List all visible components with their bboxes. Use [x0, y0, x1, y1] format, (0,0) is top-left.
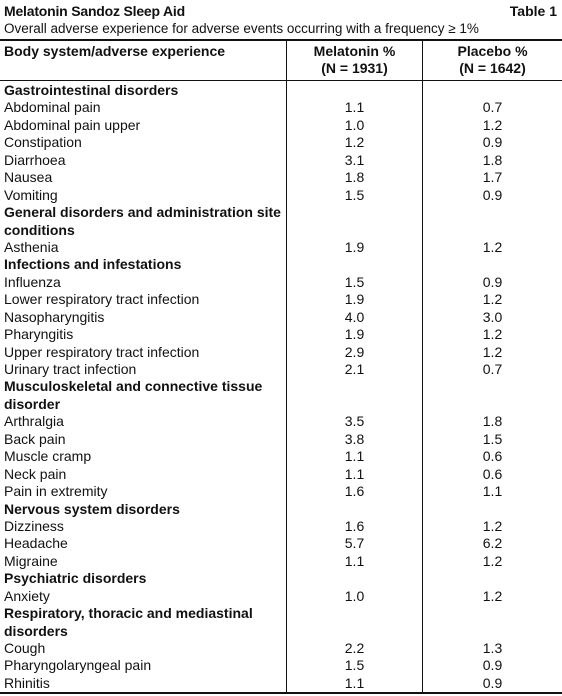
- table-row: [0, 169, 562, 186]
- adverse-event-label: Lower respiratory tract infection: [4, 291, 200, 308]
- placebo-percent: 1.2: [482, 238, 503, 255]
- melatonin-percent: 5.7: [344, 535, 365, 552]
- header-rule: [0, 80, 562, 81]
- section-label: Musculoskeletal and connective tissue: [4, 378, 263, 395]
- adverse-event-label: Nasopharyngitis: [4, 308, 105, 325]
- placebo-percent: 1.7: [482, 169, 503, 186]
- section-label: Infections and infestations: [4, 256, 182, 273]
- placebo-percent: 1.3: [482, 640, 503, 656]
- adverse-event-label: Pharyngitis: [4, 326, 74, 343]
- table-number: Table 1: [509, 3, 557, 19]
- section-row: [0, 378, 562, 395]
- table-row: [0, 483, 562, 500]
- section-row: [0, 204, 562, 221]
- table-row: [0, 448, 562, 465]
- placebo-percent: 1.2: [482, 343, 503, 360]
- melatonin-percent: 1.9: [344, 326, 365, 343]
- melatonin-percent: 1.0: [344, 116, 365, 133]
- placebo-percent: 1.5: [482, 430, 503, 447]
- melatonin-percent: 1.5: [344, 657, 365, 674]
- adverse-event-label: Pain in extremity: [4, 483, 108, 500]
- melatonin-percent: 1.1: [344, 674, 365, 691]
- adverse-event-label: Pharyngolaryngeal pain: [4, 657, 152, 674]
- adverse-event-label: Cough: [4, 640, 46, 656]
- section-label: disorder: [4, 395, 61, 412]
- section-row: [0, 605, 562, 622]
- top-rule: [0, 39, 562, 41]
- melatonin-percent: 1.0: [344, 587, 365, 604]
- placebo-percent: 1.2: [482, 116, 503, 133]
- table-subtitle: Overall adverse experience for adverse events occurring with a frequency ≥ 1%: [4, 21, 479, 36]
- adverse-event-label: Migraine: [4, 552, 58, 569]
- section-row: [0, 82, 562, 99]
- section-row: [0, 623, 562, 640]
- table-row: [0, 134, 562, 151]
- melatonin-percent: 1.1: [344, 99, 365, 116]
- section-row: [0, 256, 562, 273]
- adverse-event-label: Urinary tract infection: [4, 361, 137, 377]
- section-label: General disorders and administration site: [4, 204, 281, 221]
- table-header: [4, 3, 557, 37]
- table-row: [0, 553, 562, 570]
- melatonin-percent: 1.6: [344, 483, 365, 500]
- melatonin-percent: 1.2: [344, 134, 365, 151]
- melatonin-header-line2: (N = 1931): [321, 60, 388, 76]
- melatonin-percent: 1.9: [344, 238, 365, 255]
- melatonin-percent: 3.8: [344, 430, 365, 447]
- melatonin-percent: 1.9: [344, 291, 365, 308]
- placebo-percent: 0.7: [482, 99, 503, 116]
- placebo-percent: 1.8: [482, 413, 503, 430]
- placebo-percent: 0.6: [482, 465, 503, 482]
- section-label: Psychiatric disorders: [4, 570, 147, 587]
- placebo-header-line2: (N = 1642): [459, 60, 526, 76]
- table-body: [0, 82, 562, 692]
- table-row: [0, 344, 562, 361]
- section-label: Gastrointestinal disorders: [4, 82, 179, 98]
- table-row: [0, 640, 562, 657]
- table-row: [0, 361, 562, 378]
- adverse-event-label: Abdominal pain upper: [4, 116, 141, 133]
- melatonin-percent: 1.1: [344, 465, 365, 482]
- placebo-percent: 6.2: [482, 535, 503, 552]
- placebo-percent: 3.0: [482, 308, 503, 325]
- table-row: [0, 187, 562, 204]
- placebo-percent: 1.2: [482, 326, 503, 343]
- placebo-percent: 0.7: [482, 361, 503, 377]
- placebo-percent: 1.8: [482, 151, 503, 168]
- table-row: [0, 431, 562, 448]
- melatonin-percent: 2.1: [344, 361, 365, 377]
- table-row: [0, 535, 562, 552]
- section-label: Nervous system disorders: [4, 500, 180, 517]
- section-row: [0, 570, 562, 587]
- placebo-percent: 0.9: [482, 186, 503, 203]
- section-row: [0, 501, 562, 518]
- section-label: disorders: [4, 622, 68, 639]
- adverse-event-label: Headache: [4, 535, 68, 552]
- placebo-percent: 0.9: [482, 273, 503, 290]
- melatonin-percent: 1.5: [344, 186, 365, 203]
- adverse-event-label: Dizziness: [4, 517, 64, 534]
- placebo-percent: 0.6: [482, 448, 503, 465]
- placebo-percent: 1.2: [482, 587, 503, 604]
- placebo-percent: 0.9: [482, 657, 503, 674]
- adverse-event-label: Diarrhoea: [4, 151, 66, 168]
- column-header-body-system: Body system/adverse experience: [4, 43, 226, 59]
- table-row: [0, 291, 562, 308]
- melatonin-percent: 1.1: [344, 552, 365, 569]
- melatonin-header-line1: Melatonin %: [313, 43, 396, 59]
- table-row: [0, 99, 562, 116]
- melatonin-percent: 1.5: [344, 273, 365, 290]
- section-row: [0, 222, 562, 239]
- table-row: [0, 309, 562, 326]
- adverse-event-label: Rhinitis: [4, 674, 50, 691]
- table-row: [0, 675, 562, 692]
- column-header-placebo: [423, 43, 562, 77]
- section-row: [0, 396, 562, 413]
- placebo-header-line1: Placebo %: [457, 43, 528, 59]
- adverse-event-label: Influenza: [4, 273, 61, 290]
- adverse-event-label: Vomiting: [4, 186, 58, 203]
- adverse-event-label: Nausea: [4, 169, 53, 186]
- table-row: [0, 239, 562, 256]
- placebo-percent: 1.2: [482, 291, 503, 308]
- adverse-event-label: Neck pain: [4, 465, 67, 482]
- melatonin-percent: 1.8: [344, 169, 365, 186]
- table-row: [0, 413, 562, 430]
- table-row: [0, 152, 562, 169]
- melatonin-percent: 4.0: [344, 308, 365, 325]
- adverse-event-label: Upper respiratory tract infection: [4, 343, 200, 360]
- table-row: [0, 657, 562, 674]
- melatonin-percent: 2.2: [344, 640, 365, 656]
- column-header-melatonin: [287, 43, 422, 77]
- adverse-event-label: Arthralgia: [4, 413, 64, 430]
- placebo-percent: 1.2: [482, 552, 503, 569]
- adverse-event-label: Anxiety: [4, 587, 50, 604]
- table-row: [0, 117, 562, 134]
- adverse-event-label: Constipation: [4, 134, 82, 151]
- melatonin-percent: 2.9: [344, 343, 365, 360]
- placebo-percent: 0.9: [482, 134, 503, 151]
- table-row: [0, 466, 562, 483]
- adverse-event-label: Back pain: [4, 430, 66, 447]
- table-row: [0, 274, 562, 291]
- melatonin-percent: 1.6: [344, 517, 365, 534]
- table-row: [0, 518, 562, 535]
- adverse-event-label: Asthenia: [4, 238, 59, 255]
- placebo-percent: 0.9: [482, 674, 503, 691]
- adverse-event-label: Abdominal pain: [4, 99, 101, 116]
- adverse-event-label: Muscle cramp: [4, 448, 92, 465]
- melatonin-percent: 1.1: [344, 448, 365, 465]
- table-title: Melatonin Sandoz Sleep Aid: [4, 3, 185, 19]
- table-row: [0, 588, 562, 605]
- section-label: conditions: [4, 221, 75, 238]
- section-label: Respiratory, thoracic and mediastinal: [4, 605, 253, 622]
- melatonin-percent: 3.5: [344, 413, 365, 430]
- placebo-percent: 1.2: [482, 517, 503, 534]
- table-row: [0, 326, 562, 343]
- melatonin-percent: 3.1: [344, 151, 365, 168]
- placebo-percent: 1.1: [482, 483, 503, 500]
